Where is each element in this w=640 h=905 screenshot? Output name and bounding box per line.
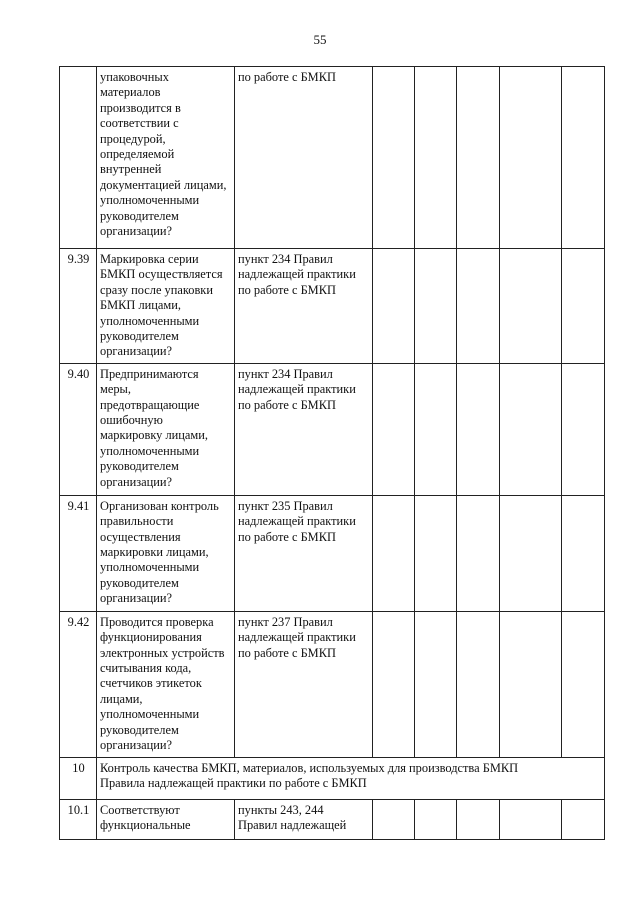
answer-cell-1 [373, 363, 415, 495]
answer-cell-4 [500, 799, 562, 839]
section-row [60, 757, 605, 799]
answer-cell-5 [562, 363, 605, 495]
requirement-question: Проводится проверка функционирования электронных устройств считывания кода, счетчиков этикеток лицами, уполномоченными руководителем организации? [97, 611, 235, 757]
answer-cell-1 [373, 67, 415, 249]
requirement-question: Организован контроль правильности осуществления маркировки лицами, уполномоченными руководителем организации? [97, 495, 235, 611]
answer-cell-4 [500, 495, 562, 611]
answer-cell-4 [500, 611, 562, 757]
answer-cell-5 [562, 67, 605, 249]
answer-cell-4 [500, 363, 562, 495]
answer-cell-5 [562, 495, 605, 611]
answer-cell-2 [415, 799, 457, 839]
table-row [60, 611, 605, 757]
requirement-question: Соответствуют функциональные [97, 799, 235, 839]
answer-cell-3 [457, 249, 500, 364]
table-row [60, 67, 605, 249]
requirement-question: Предпринимаются меры, предотвращающие ошибочную маркировку лицами, уполномоченными руководителем организации? [97, 363, 235, 495]
requirement-reference: по работе с БМКП [235, 67, 373, 249]
requirement-question: упаковочных материалов производится в соответствии с процедурой, определяемой внутренней документацией лицами, уполномоченными руководителем организации? [97, 67, 235, 249]
requirement-reference: пункт 237 Правил надлежащей практики по работе с БМКП [235, 611, 373, 757]
answer-cell-4 [500, 67, 562, 249]
table-row [60, 363, 605, 495]
requirement-reference: пункт 234 Правил надлежащей практики по работе с БМКП [235, 249, 373, 364]
answer-cell-4 [500, 249, 562, 364]
answer-cell-5 [562, 249, 605, 364]
answer-cell-1 [373, 611, 415, 757]
answer-cell-3 [457, 363, 500, 495]
row-number: 10.1 [60, 799, 97, 839]
answer-cell-3 [457, 799, 500, 839]
table-row [60, 799, 605, 839]
answer-cell-2 [415, 495, 457, 611]
answer-cell-1 [373, 495, 415, 611]
requirement-reference: пункты 243, 244 Правил надлежащей [235, 799, 373, 839]
requirement-reference: пункт 235 Правил надлежащей практики по работе с БМКП [235, 495, 373, 611]
answer-cell-1 [373, 249, 415, 364]
answer-cell-3 [457, 611, 500, 757]
table-row [60, 249, 605, 364]
checklist-table [59, 66, 605, 840]
row-number: 9.42 [60, 611, 97, 757]
row-number [60, 67, 97, 249]
page-number: 55 [313, 32, 327, 47]
answer-cell-5 [562, 611, 605, 757]
answer-cell-2 [415, 249, 457, 364]
row-number: 9.39 [60, 249, 97, 364]
row-number: 9.41 [60, 495, 97, 611]
section-title: Контроль качества БМКП, материалов, используемых для производства БМКП Правила надлежащей практики по работе с БМКП [97, 757, 605, 799]
row-number: 9.40 [60, 363, 97, 495]
requirement-question: Маркировка серии БМКП осуществляется сразу после упаковки БМКП лицами, уполномоченными руководителем организации? [97, 249, 235, 364]
answer-cell-1 [373, 799, 415, 839]
answer-cell-2 [415, 363, 457, 495]
table-row [60, 495, 605, 611]
requirement-reference: пункт 234 Правил надлежащей практики по работе с БМКП [235, 363, 373, 495]
answer-cell-2 [415, 67, 457, 249]
answer-cell-3 [457, 495, 500, 611]
answer-cell-5 [562, 799, 605, 839]
answer-cell-3 [457, 67, 500, 249]
section-number: 10 [60, 757, 97, 799]
answer-cell-2 [415, 611, 457, 757]
